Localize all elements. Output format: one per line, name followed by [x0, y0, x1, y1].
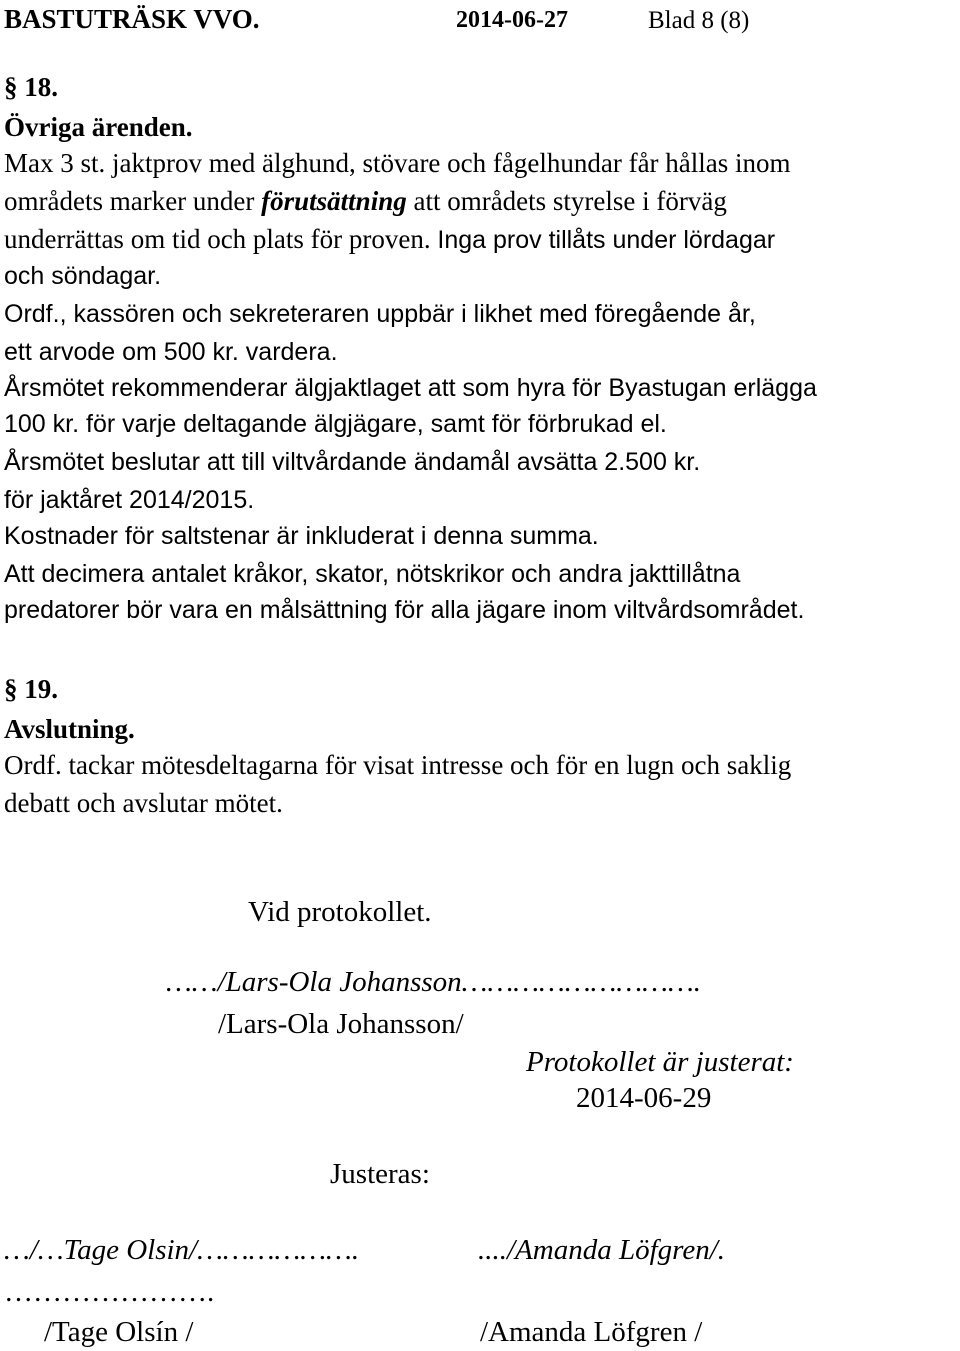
justeras-label: Justeras:: [330, 1158, 430, 1190]
section-19-title: Avslutning.: [4, 714, 135, 744]
justerat-label: Protokollet är justerat:: [526, 1046, 794, 1078]
section-18-emphasis: förutsättning: [261, 186, 407, 216]
adjuster-2-signature: ..../Amanda Löfgren/.: [478, 1234, 726, 1266]
adjuster-1-signature: …/…Tage Olsin/……………….: [4, 1234, 360, 1266]
vid-protokollet: Vid protokollet.: [248, 896, 432, 928]
section-18-title: Övriga ärenden.: [4, 112, 193, 142]
header-page: Blad 8 (8): [648, 7, 750, 34]
secretary-name: /Lars-Ola Johansson/: [218, 1008, 464, 1040]
section-18-line-5: Ordf., kassören och sekreteraren uppbär i likhet med föregående år,: [4, 300, 756, 328]
section-18-line-4: och söndagar.: [4, 262, 162, 290]
section-18-line-3: [4, 226, 775, 253]
section-18-number: § 18.: [4, 72, 58, 102]
header-date: 2014-06-27: [456, 7, 568, 33]
section-18-line-3b: Inga prov tillåts under lördagar: [437, 226, 776, 254]
section-18-line-13: predatorer bör vara en målsättning för alla jägare inom viltvårdsområdet.: [4, 596, 805, 624]
section-18-line-2a: områdets marker under: [4, 186, 262, 216]
adjuster-1-name: /Tage Olsín /: [44, 1316, 194, 1348]
section-18-line-10: för jaktåret 2014/2015.: [4, 486, 255, 514]
section-18-line-2: [4, 188, 727, 215]
adjuster-2-name: /Amanda Löfgren /: [480, 1316, 703, 1348]
section-18-line-3a: underrättas om tid och plats för proven.: [4, 224, 438, 254]
section-19-line-1: Ordf. tackar mötesdeltagarna för visat intresse och för en lugn och saklig: [4, 750, 792, 780]
section-18-line-1: Max 3 st. jaktprov med älghund, stövare och fågelhundar får hållas inom: [4, 148, 791, 178]
adjuster-1-dots: ………………….: [4, 1276, 215, 1308]
section-18-line-2c: att områdets styrelse i förväg: [406, 186, 727, 216]
section-18-line-8: 100 kr. för varje deltagande älgjägare, samt för förbrukad el.: [4, 410, 667, 438]
section-18-line-12: Att decimera antalet kråkor, skator, nötskrikor och andra jakttillåtna: [4, 560, 741, 588]
section-19-number: § 19.: [4, 674, 58, 704]
section-19-line-2: debatt och avslutar mötet.: [4, 788, 283, 818]
section-18-line-6: ett arvode om 500 kr. vardera.: [4, 338, 338, 366]
justerat-date: 2014-06-29: [576, 1082, 712, 1114]
section-18-line-11: Kostnader för saltstenar är inkluderat i denna summa.: [4, 522, 599, 550]
header-org: BASTUTRÄSK VVO.: [4, 4, 260, 34]
section-18-line-7: Årsmötet rekommenderar älgjaktlaget att som hyra för Byastugan erlägga: [4, 374, 817, 402]
section-18-line-9: Årsmötet beslutar att till viltvårdande ändamål avsätta 2.500 kr.: [4, 448, 701, 476]
secretary-signature: ……/Lars-Ola Johansson……………………….: [166, 966, 701, 998]
